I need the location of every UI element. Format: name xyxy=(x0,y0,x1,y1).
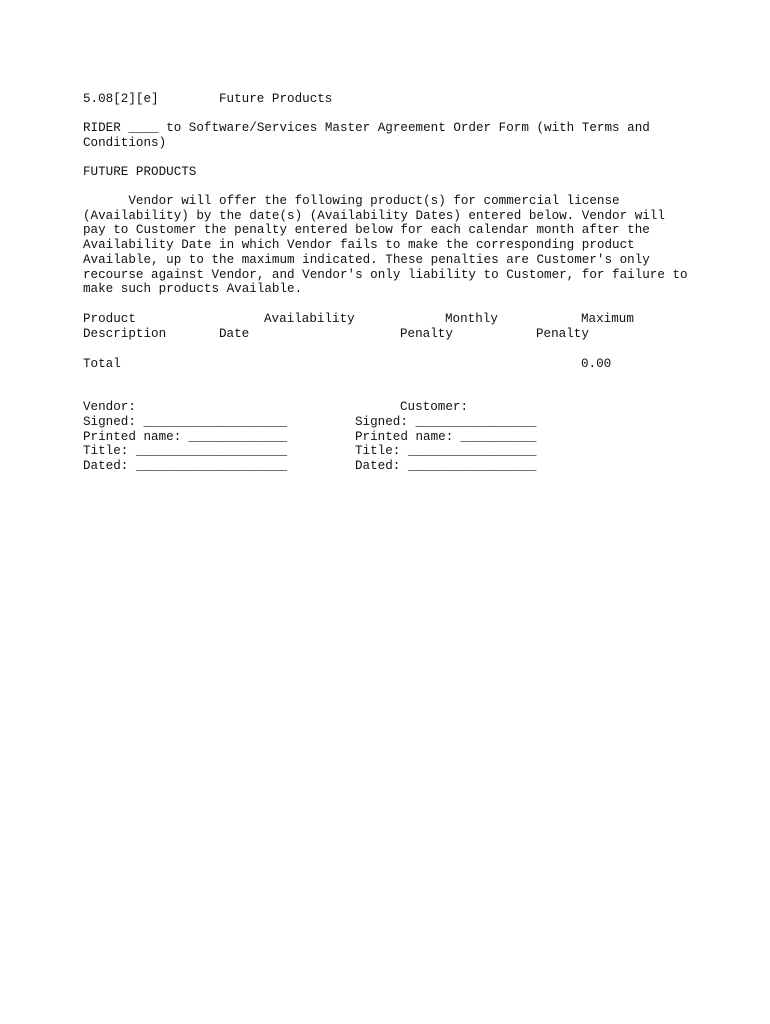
customer-dated-field: Dated: _________________ xyxy=(355,459,537,473)
vendor-label: Vendor: xyxy=(83,400,136,414)
vendor-printed-name-field: Printed name: _____________ xyxy=(83,430,288,444)
customer-printed-name-field: Printed name: __________ xyxy=(355,430,537,444)
total-label: Total xyxy=(83,357,121,371)
col-header-penalty-1: Penalty xyxy=(400,327,453,341)
customer-signed-field: Signed: ________________ xyxy=(355,415,537,429)
section-caption: FUTURE PRODUCTS xyxy=(83,165,197,179)
customer-label: Customer: xyxy=(400,400,469,414)
vendor-signed-field: Signed: ___________________ xyxy=(83,415,288,429)
vendor-dated-field: Dated: ____________________ xyxy=(83,459,288,473)
col-header-availability: Availability xyxy=(264,312,355,326)
col-header-product: Product xyxy=(83,312,136,326)
col-header-monthly: Monthly xyxy=(445,312,498,326)
vendor-title-field: Title: ____________________ xyxy=(83,444,288,458)
rider-line: RIDER ____ to Software/Services Master Agreement Order Form (with Terms and Conditions) xyxy=(83,121,650,150)
customer-title-field: Title: _________________ xyxy=(355,444,537,458)
section-heading xyxy=(83,92,333,107)
section-number: 5.08[2][e] xyxy=(83,92,159,106)
body-paragraph: Vendor will offer the following product(s) for commercial license (Availability) by the date(s) (Availability Dates) entered below. Vendor will pay to Customer the penalty entered below for each calendar month after the Availability Date in which Vendor fails to make the corresponding product Available, up to the maximum indicated. These penalties are Customer's only recourse against Vendor, and Vendor's only liability to Customer, for failure to make such products Available. xyxy=(83,194,688,297)
col-header-penalty-2: Penalty xyxy=(536,327,589,341)
col-header-maximum: Maximum xyxy=(581,312,634,326)
col-header-description: Description xyxy=(83,327,167,341)
col-header-date: Date xyxy=(219,327,250,341)
section-title: Future Products xyxy=(219,92,333,106)
total-value: 0.00 xyxy=(581,357,612,371)
